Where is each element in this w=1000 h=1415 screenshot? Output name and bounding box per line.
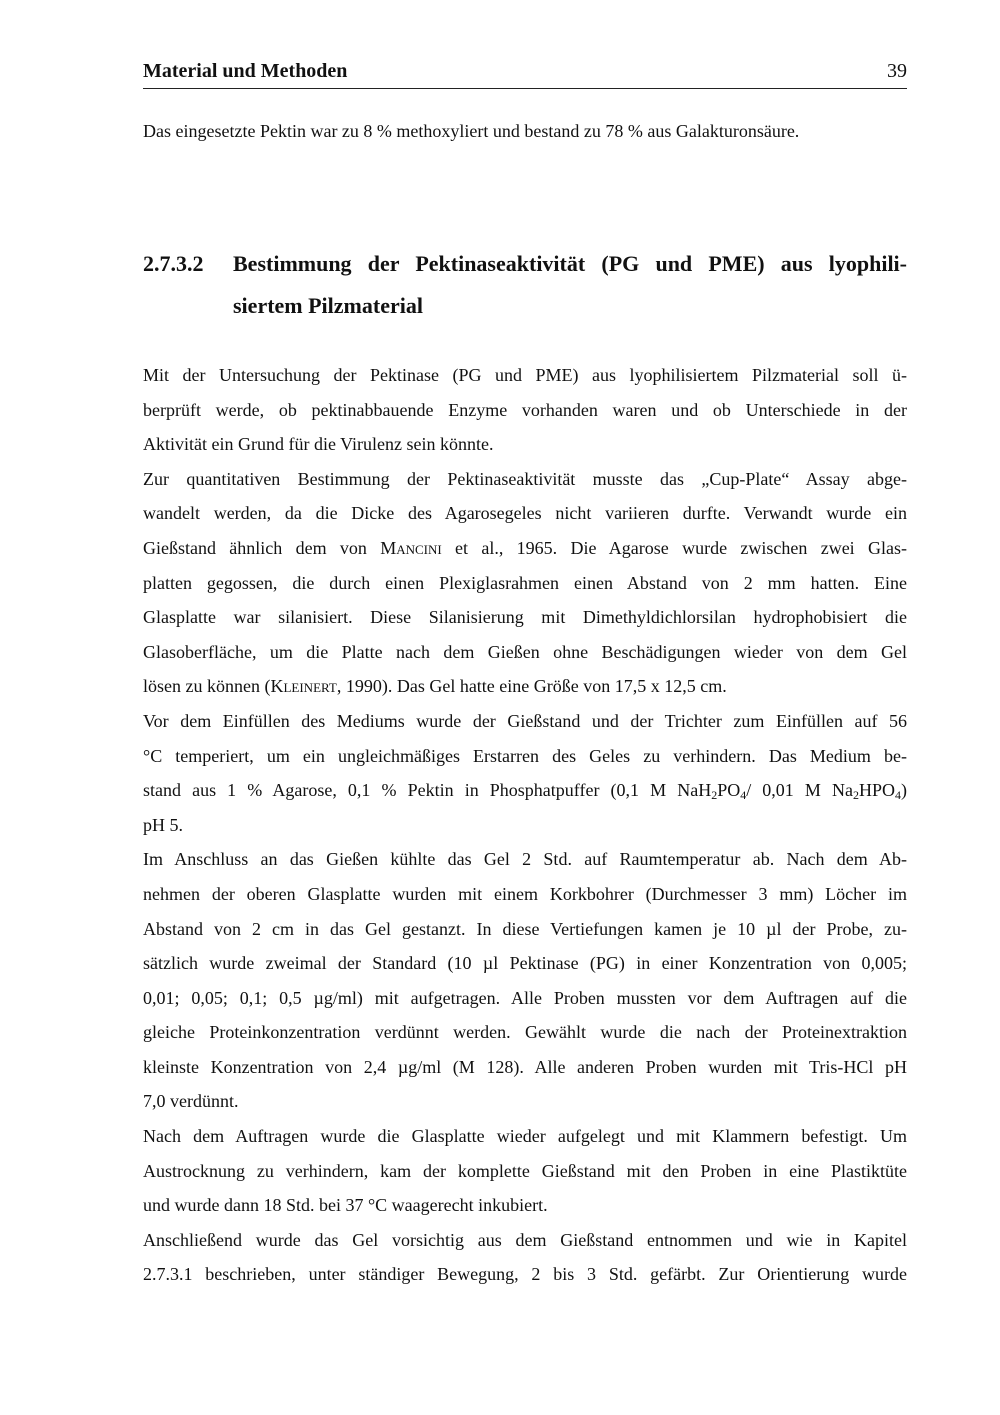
body-text (143, 358, 907, 1292)
text-line: Aktivität ein Grund für die Virulenz sein könnte. (143, 434, 494, 455)
section-heading (233, 243, 907, 327)
text-segment: PO (717, 780, 741, 801)
text-segment: / 0,01 M Na (746, 780, 853, 801)
text-line: Zur quantitativen Bestimmung der Pektinaseaktivität musste das „Cup-Plate“ Assay abge- (143, 468, 907, 489)
text-line: 7,0 verdünnt. (143, 1091, 239, 1112)
text-segment: et al., 1965. Die Agarose wurde zwischen zwei Glas- (441, 537, 907, 558)
section-number: 2.7.3.2 (143, 251, 204, 276)
text-line: Austrocknung zu verhindern, kam der komplette Gießstand mit den Proben in eine Plastiktüte (143, 1160, 907, 1181)
text-segment: ) (901, 780, 907, 801)
page-number: 39 (887, 60, 907, 82)
text-line (143, 531, 907, 566)
page-header (143, 58, 907, 89)
text-line: Glasplatte war silanisiert. Diese Silanisierung mit Dimethyldichlorsilan hydrophobisiert die (143, 607, 907, 628)
text-line: Anschließend wurde das Gel vorsichtig aus dem Gießstand entnommen und wie in Kapitel (143, 1229, 907, 1250)
text-line: Nach dem Auftragen wurde die Glasplatte wieder aufgelegt und mit Klammern befestigt. Um (143, 1126, 907, 1147)
text-line: pH 5. (143, 814, 183, 835)
text-line: 0,01; 0,05; 0,1; 0,5 µg/ml) mit aufgetragen. Alle Proben mussten vor dem Auftragen auf die (143, 987, 907, 1008)
author-name: Kleinert (270, 676, 337, 697)
text-line: 2.7.3.1 beschrieben, unter ständiger Bewegung, 2 bis 3 Std. gefärbt. Zur Orientierung wurde (143, 1264, 907, 1285)
text-line: °C temperiert, um ein ungleichmäßiges Erstarren des Geles zu verhindern. Das Medium be- (143, 745, 907, 766)
text-line: Im Anschluss an das Gießen kühlte das Gel 2 Std. auf Raumtemperatur ab. Nach dem Ab- (143, 849, 907, 870)
text-segment: , 1990). Das Gel hatte eine Größe von 17,5 x 12,5 cm. (336, 676, 727, 697)
text-line: nehmen der oberen Glasplatte wurden mit einem Korkbohrer (Durchmesser 3 mm) Löcher im (143, 883, 907, 904)
text-line: sätzlich wurde zweimal der Standard (10 µl Pektinase (PG) in einer Konzentration von 0,005; (143, 953, 907, 974)
subscript: 2 (853, 788, 859, 803)
text-line: Mit der Untersuchung der Pektinase (PG und PME) aus lyophilisiertem Pilzmaterial soll ü- (143, 365, 907, 385)
subscript: 4 (740, 788, 747, 803)
text-line: und wurde dann 18 Std. bei 37 °C waagerecht inkubiert. (143, 1195, 548, 1216)
text-line: kleinste Konzentration von 2,4 µg/ml (M 128). Alle anderen Proben wurden mit Tris-HCl pH (143, 1056, 907, 1077)
text-line: Vor dem Einfüllen des Mediums wurde der Gießstand und der Trichter zum Einfüllen auf 56 (143, 710, 907, 731)
intro-paragraph: Das eingesetzte Pektin war zu 8 % methoxyliert und bestand zu 78 % aus Galakturonsäure. (143, 121, 800, 141)
subscript: 4 (895, 788, 902, 803)
text-line: Abstand von 2 cm in das Gel gestanzt. In diese Vertiefungen kamen je 10 µl der Probe, zu- (143, 918, 907, 939)
text-segment: stand aus 1 % Agarose, 0,1 % Pektin in Phosphatpuffer (0,1 M NaH (143, 780, 712, 801)
running-header-title: Material und Methoden (143, 60, 348, 82)
author-name: Mancini (380, 537, 442, 558)
section-heading-line-1: Bestimmung der Pektinaseaktivität (PG und PME) aus lyophili- (233, 251, 907, 276)
text-segment: lösen zu können ( (143, 676, 271, 697)
text-line: berprüft werde, ob pektinabbauende Enzyme vorhanden waren und ob Unterschiede in der (143, 399, 907, 420)
subscript: 2 (711, 788, 718, 803)
text-line: wandelt werden, da die Dicke des Agarosegeles nicht variieren durfte. Verwandt wurde ein (143, 503, 907, 524)
text-segment: Gießstand ähnlich dem von (143, 537, 381, 558)
text-segment: HPO (859, 780, 896, 801)
text-line (143, 773, 907, 808)
text-line: Glasoberfläche, um die Platte nach dem Gießen ohne Beschädigungen wieder von dem Gel (143, 641, 907, 662)
section-heading-line-2: siertem Pilzmaterial (233, 293, 423, 318)
text-line: gleiche Proteinkonzentration verdünnt werden. Gewählt wurde die nach der Proteinextraktion (143, 1022, 907, 1043)
text-line (143, 669, 907, 704)
text-line: platten gegossen, die durch einen Plexiglasrahmen einen Abstand von 2 mm hatten. Eine (143, 572, 907, 593)
